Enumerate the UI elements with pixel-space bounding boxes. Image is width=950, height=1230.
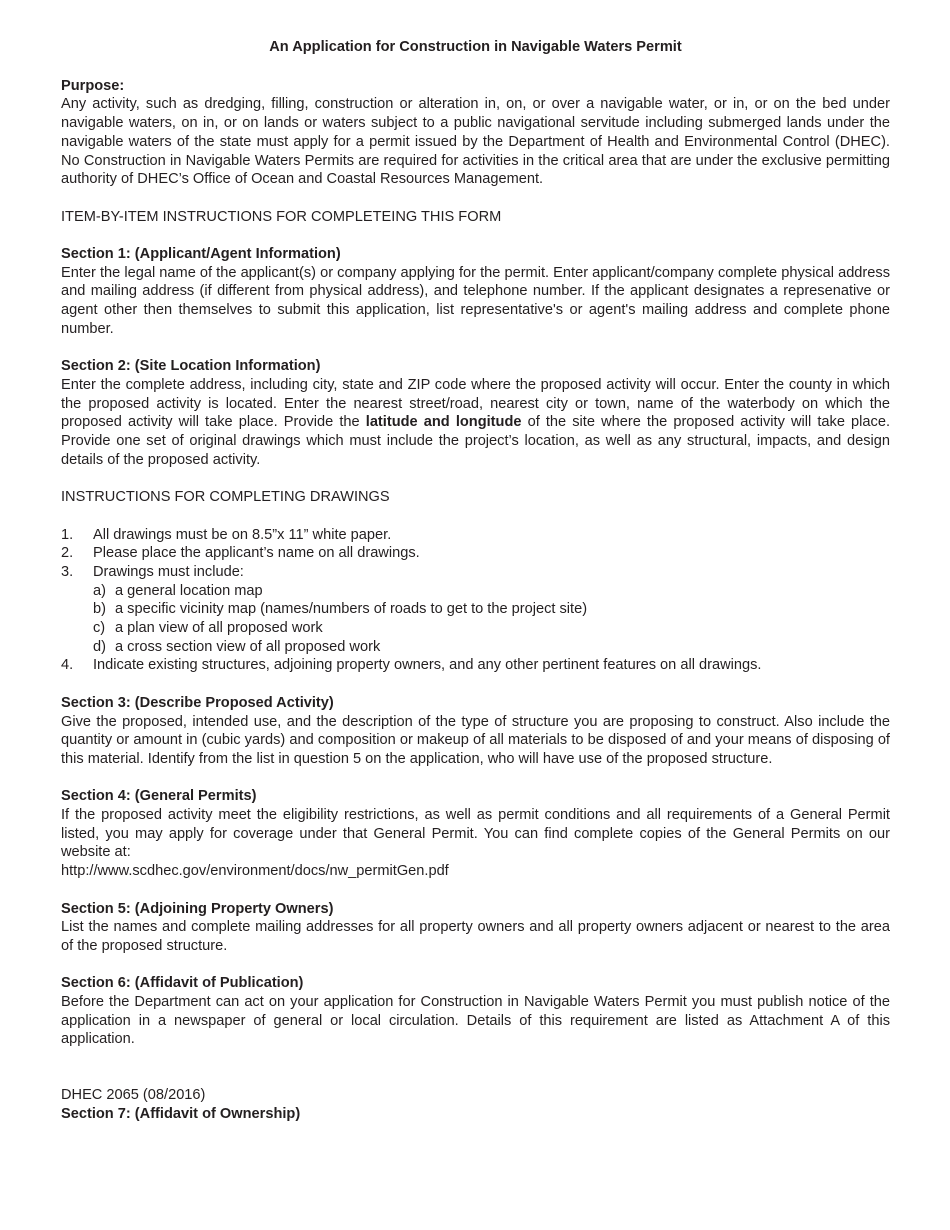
drawings-item-1 — [61, 526, 890, 545]
document-page — [61, 38, 890, 1124]
document-title: An Application for Construction in Navigable Waters Permit — [269, 39, 682, 55]
section-4-text: If the proposed activity meet the eligibility restrictions, as well as permit conditions and all requirements of a General Permit listed, you may apply for coverage under that General Permit. You can find complete copies of the General Permits on our website at: — [61, 807, 890, 861]
drawings-item-2-text: Please place the applicant’s name on all drawings. — [93, 545, 420, 562]
drawings-subitem-d-letter: d) — [93, 638, 106, 655]
section-4 — [61, 787, 890, 881]
form-code: DHEC 2065 (08/2016) — [61, 1087, 206, 1104]
section-6 — [61, 974, 890, 1049]
section-3-text: Give the proposed, intended use, and the description of the type of structure you are proposing to construct. Also include the quantity or amount in (cubic yards) and composition or makeup of all materials to be disposed of and your means of disposing of this material. Identify from the list in question 5 on the application, who will have use of the proposed structure. — [61, 713, 890, 767]
section-3 — [61, 694, 890, 769]
drawings-item-4-number: 4. — [61, 657, 74, 674]
section-2 — [61, 357, 890, 469]
section-1 — [61, 245, 890, 339]
drawings-subitem-c — [61, 619, 890, 638]
section-2-text — [61, 376, 890, 470]
drawings-item-1-number: 1. — [61, 526, 74, 543]
footer — [61, 1086, 890, 1123]
section-4-heading: Section 4: (General Permits) — [61, 788, 257, 805]
drawings-item-3 — [61, 563, 890, 582]
section-5 — [61, 900, 890, 956]
drawings-item-3-text: Drawings must include: — [93, 563, 244, 580]
purpose-heading: Purpose: — [61, 77, 125, 94]
drawings-subitem-c-text: a plan view of all proposed work — [115, 620, 323, 637]
drawings-item-2-number: 2. — [61, 545, 74, 562]
section-2-text-bold: latitude and longitude — [365, 414, 522, 431]
drawings-subitem-d-text: a cross section view of all proposed work — [115, 638, 381, 655]
section-3-heading: Section 3: (Describe Proposed Activity) — [61, 694, 334, 711]
drawings-subitem-d — [61, 638, 890, 657]
drawings-subitem-a-letter: a) — [93, 582, 106, 599]
section-7-heading: Section 7: (Affidavit of Ownership) — [61, 1105, 301, 1122]
drawings-subitem-b-text: a specific vicinity map (names/numbers of roads to get to the project site) — [115, 601, 588, 618]
purpose-text: Any activity, such as dredging, filling, construction or alteration in, on, or over a navigable water, or in, or on the bed under navigable waters, on in, or on lands or waters subject to a public navigational servitude including submerged lands under the navigable waters of the state must apply for a permit issued by the Department of Health and Environmental Control (DHEC). No Construction in Navigable Waters Permits are required for activities in the critical area that are under the exclusive permitting authority of DHEC’s Office of Ocean and Coastal Resources Management. — [61, 96, 890, 188]
drawings-sublist — [61, 582, 890, 657]
drawings-item-4-text: Indicate existing structures, adjoining property owners, and any other pertinent features on all drawings. — [93, 657, 762, 674]
section-5-heading: Section 5: (Adjoining Property Owners) — [61, 900, 334, 917]
drawings-item-4 — [61, 656, 890, 675]
section-2-text-after: of the site where the proposed activity will take place. Provide one set of original drawings which must include the project’s location, as well as any structural, impacts, and design details of the proposed activity. — [61, 414, 891, 468]
drawings-subitem-c-letter: c) — [93, 620, 106, 637]
drawings-item-2 — [61, 544, 890, 563]
drawings-subitem-b — [61, 600, 890, 619]
instructions-heading: ITEM-BY-ITEM INSTRUCTIONS FOR COMPLETEING THIS FORM — [61, 208, 502, 225]
general-permits-url[interactable]: http://www.scdhec.gov/environment/docs/nw_permitGen.pdf — [61, 863, 449, 880]
drawings-heading: INSTRUCTIONS FOR COMPLETING DRAWINGS — [61, 489, 390, 506]
section-6-text: Before the Department can act on your application for Construction in Navigable Waters Permit you must publish notice of the application in a newspaper of general or local circulation. Details of this requirement are listed as Attachment A of this application. — [61, 994, 890, 1048]
section-5-text: List the names and complete mailing addresses for all property owners and all property owners adjacent or nearest to the area of the proposed structure. — [61, 919, 890, 954]
section-1-text: Enter the legal name of the applicant(s) or company applying for the permit. Enter applicant/company complete physical address and mailing address (if different from physical address), and telephone number. If the applicant designates a represenative or agent other then themselves to submit this application, list representative's or agent's mailing address and complete phone number. — [61, 264, 890, 337]
section-2-text-before: Enter the complete address, including city, state and ZIP code where the proposed activity will occur. Enter the county in which the proposed activity is located. Enter the nearest street/road, nearest city or town, name of the waterbody on which the proposed activity will take place. Provide the — [61, 376, 890, 431]
purpose-section — [61, 77, 890, 189]
drawings-list — [61, 526, 890, 676]
section-1-heading: Section 1: (Applicant/Agent Information) — [61, 246, 341, 262]
drawings-subitem-b-letter: b) — [93, 601, 106, 618]
drawings-subitem-a-text: a general location map — [115, 582, 263, 599]
section-2-heading: Section 2: (Site Location Information) — [61, 358, 321, 375]
drawings-item-3-number: 3. — [61, 563, 74, 580]
drawings-item-1-text: All drawings must be on 8.5”x 11” white paper. — [93, 526, 392, 543]
drawings-subitem-a — [61, 582, 890, 601]
section-6-heading: Section 6: (Affidavit of Publication) — [61, 975, 304, 992]
